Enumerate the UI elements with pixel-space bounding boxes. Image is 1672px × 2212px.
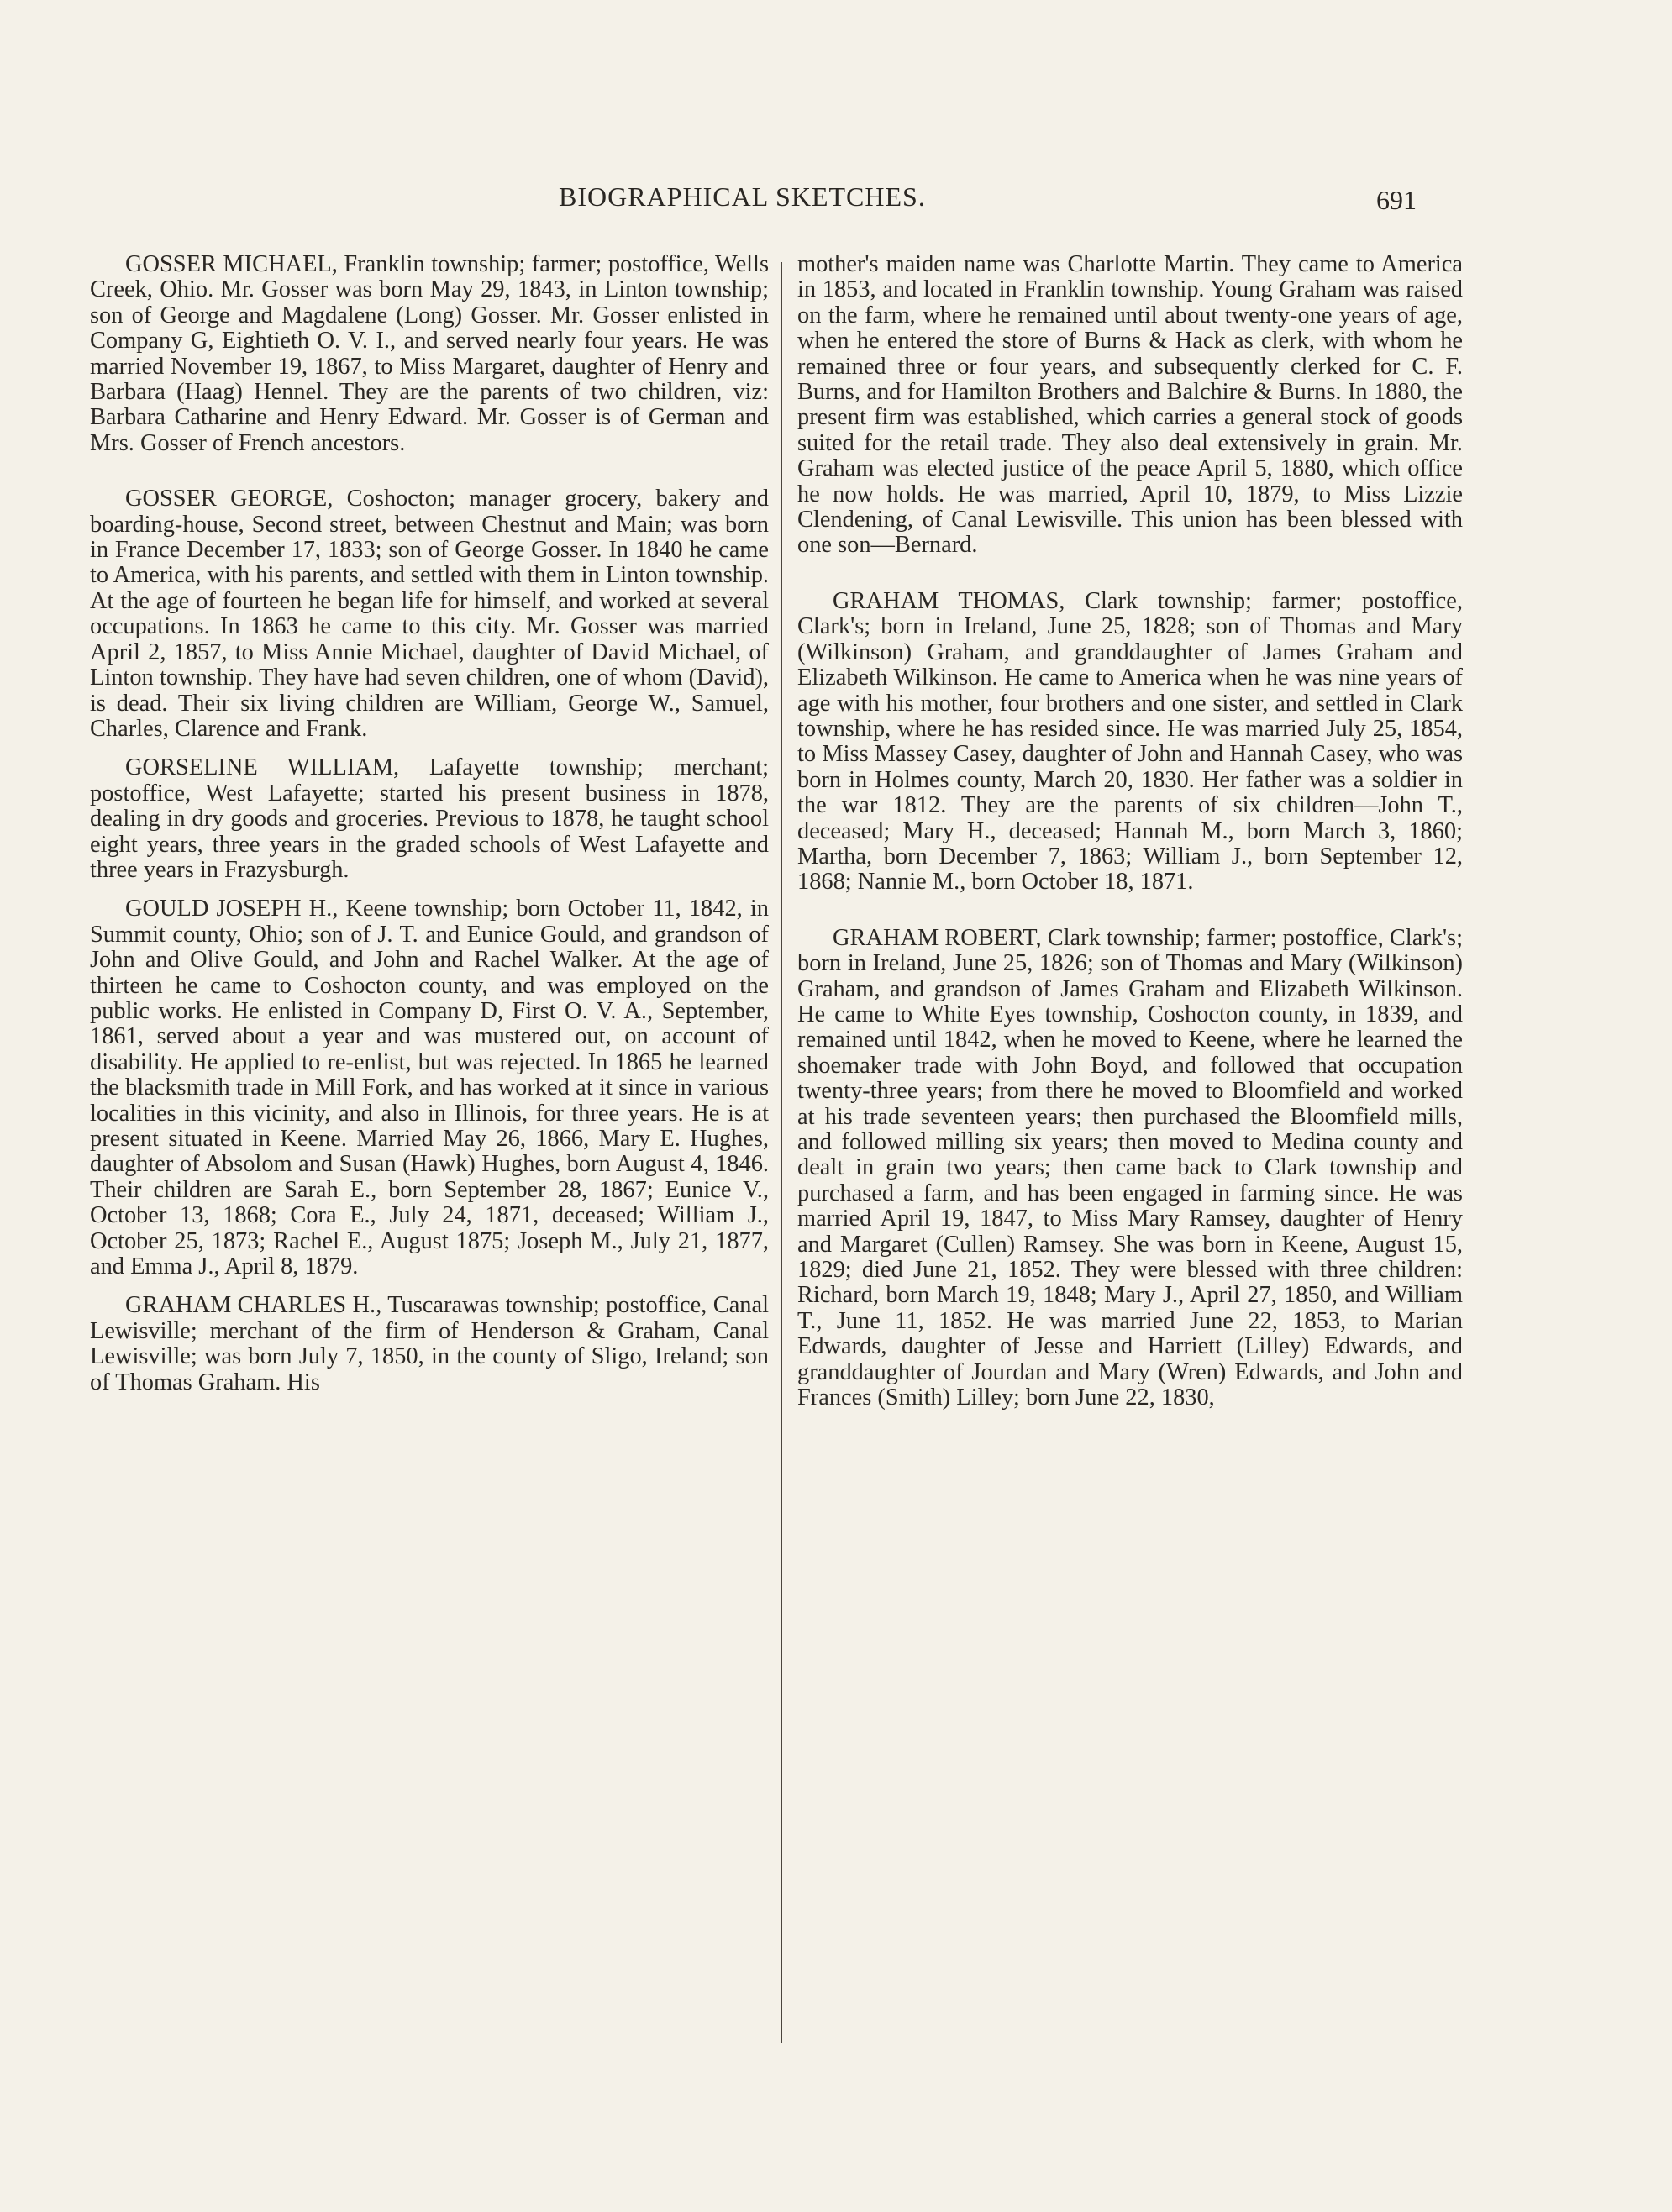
entry-gosser-george: GOSSER GEORGE, Coshocton; manager grocery, bakery and boarding-house, Second street, between Chestnut and Main; was born in France December 17, 1833; son of George Gosser. In 1840 he came to America, with his parents, and settled with them in Linton township. At the age of fourteen he began life for himself, and worked at several occupations. In 1863 he came to this city. Mr. Gosser was married April 2, 1857, to Miss Annie Michael, daughter of David Michael, of Linton township. They have had seven children, one of whom (David), is dead. Their six living children are William, George W., Samuel, Charles, Clarence and Frank. [90, 486, 769, 742]
left-column [90, 252, 769, 1395]
right-column [797, 252, 1463, 1411]
entry-graham-charles: GRAHAM CHARLES H., Tuscarawas township; postoffice, Canal Lewisville; merchant of the firm of Henderson & Graham, Canal Lewisville; was born July 7, 1850, in the county of Sligo, Ireland; son of Thomas Graham. His [90, 1292, 769, 1395]
entry-gould-joseph: GOULD JOSEPH H., Keene township; born October 11, 1842, in Summit county, Ohio; son of J. T. and Eunice Gould, and grandson of John and Olive Gould, and John and Rachel Walker. At the age of thirteen he came to Coshocton county, and was employed on the public works. He enlisted in Company D, First O. V. A., September, 1861, served about a year and was mustered out, on account of disability. He applied to re-enlist, but was rejected. In 1865 he learned the blacksmith trade in Mill Fork, and has worked at it since in various localities in this vicinity, and also in Illinois, for three years. He is at present situated in Keene. Married May 26, 1866, Mary E. Hughes, daughter of Absolom and Susan (Hawk) Hughes, born August 4, 1846. Their children are Sarah E., born September 28, 1867; Eunice V., October 13, 1868; Cora E., July 24, 1871, deceased; William J., October 25, 1873; Rachel E., August 1875; Joseph M., July 21, 1877, and Emma J., April 8, 1879. [90, 896, 769, 1280]
entry-graham-robert: GRAHAM ROBERT, Clark township; farmer; postoffice, Clark's; born in Ireland, June 25, 1826; son of Thomas and Mary (Wilkinson) Graham, and grandson of James Graham and Elizabeth Wilkinson. He came to White Eyes township, Coshocton county, in 1839, and remained until 1842, when he moved to Keene, where he learned the shoemaker trade with John Boyd, and followed that occupation twenty-three years; from there he moved to Bloomfield and worked at his trade seventeen years; then purchased the Bloomfield mills, and followed milling six years; then moved to Medina county and dealt in grain two years; then came back to Clark township and purchased a farm, and has been engaged in farming since. He was married April 19, 1847, to Miss Mary Ramsey, daughter of Henry and Margaret (Cullen) Ramsey. She was born in Keene, August 15, 1829; died June 21, 1852. They were blessed with three children: Richard, born March 19, 1848; Mary J., April 27, 1850, and William T., June 11, 1852. He was married June 22, 1853, to Marian Edwards, daughter of Jesse and Harriett (Lilley) Edwards, and granddaughter of Jourdan and Mary (Wren) Edwards, and John and Frances (Smith) Lilley; born June 22, 1830, [797, 924, 1463, 1411]
column-divider [781, 262, 782, 2043]
page-number: 691 [1376, 185, 1417, 215]
entry-graham-charles-continued: mother's maiden name was Charlotte Martin. They came to America in 1853, and located in Franklin township. Young Graham was raised on the farm, where he remained until about twenty-one years of age, when he entered the store of Burns & Hack as clerk, with whom he remained three or four years, and subsequently clerked for C. F. Burns, and for Hamilton Brothers and Balchire & Burns. In 1880, the present firm was established, which carries a general stock of goods suited for the retail trade. They also deal extensively in grain. Mr. Graham was elected justice of the peace April 5, 1880, which office he now holds. He was married, April 10, 1879, to Miss Lizzie Clendening, of Canal Lewisville. This union has been blessed with one son—Bernard. [797, 251, 1463, 559]
page-header [0, 181, 1672, 215]
entry-graham-thomas: GRAHAM THOMAS, Clark township; farmer; postoffice, Clark's; born in Ireland, June 25, 1828; son of Thomas and Mary (Wilkinson) Graham, and granddaughter of James Graham and Elizabeth Wilkinson. He came to America when he was nine years of age with his mother, four brothers and one sister, and settled in Clark township, where he has resided since. He was married July 25, 1854, to Miss Massey Casey, daughter of John and Hannah Casey, who was born in Holmes county, March 20, 1830. Her father was a soldier in the war 1812. They are the parents of six children—John T., deceased; Mary H., deceased; Hannah M., born March 3, 1860; Martha, born December 7, 1863; William J., born September 12, 1868; Nannie M., born October 18, 1871. [797, 587, 1463, 896]
entry-gorseline-william: GORSELINE WILLIAM, Lafayette township; merchant; postoffice, West Lafayette; started his present business in 1878, dealing in dry goods and groceries. Previous to 1878, he taught school eight years, three years in the graded schools of West Lafayette and three years in Frazysburgh. [90, 754, 769, 883]
entry-gosser-michael: GOSSER MICHAEL, Franklin township; farmer; postoffice, Wells Creek, Ohio. Mr. Gosser was born May 29, 1843, in Linton township; son of George and Magdalene (Long) Gosser. Mr. Gosser enlisted in Company G, Eightieth O. V. I., and served nearly four years. He was married November 19, 1867, to Miss Margaret, daughter of Henry and Barbara (Haag) Hennel. They are the parents of two children, viz: Barbara Catharine and Henry Edward. Mr. Gosser is of German and Mrs. Gosser of French ancestors. [90, 251, 769, 456]
running-head: BIOGRAPHICAL SKETCHES. [559, 181, 926, 212]
